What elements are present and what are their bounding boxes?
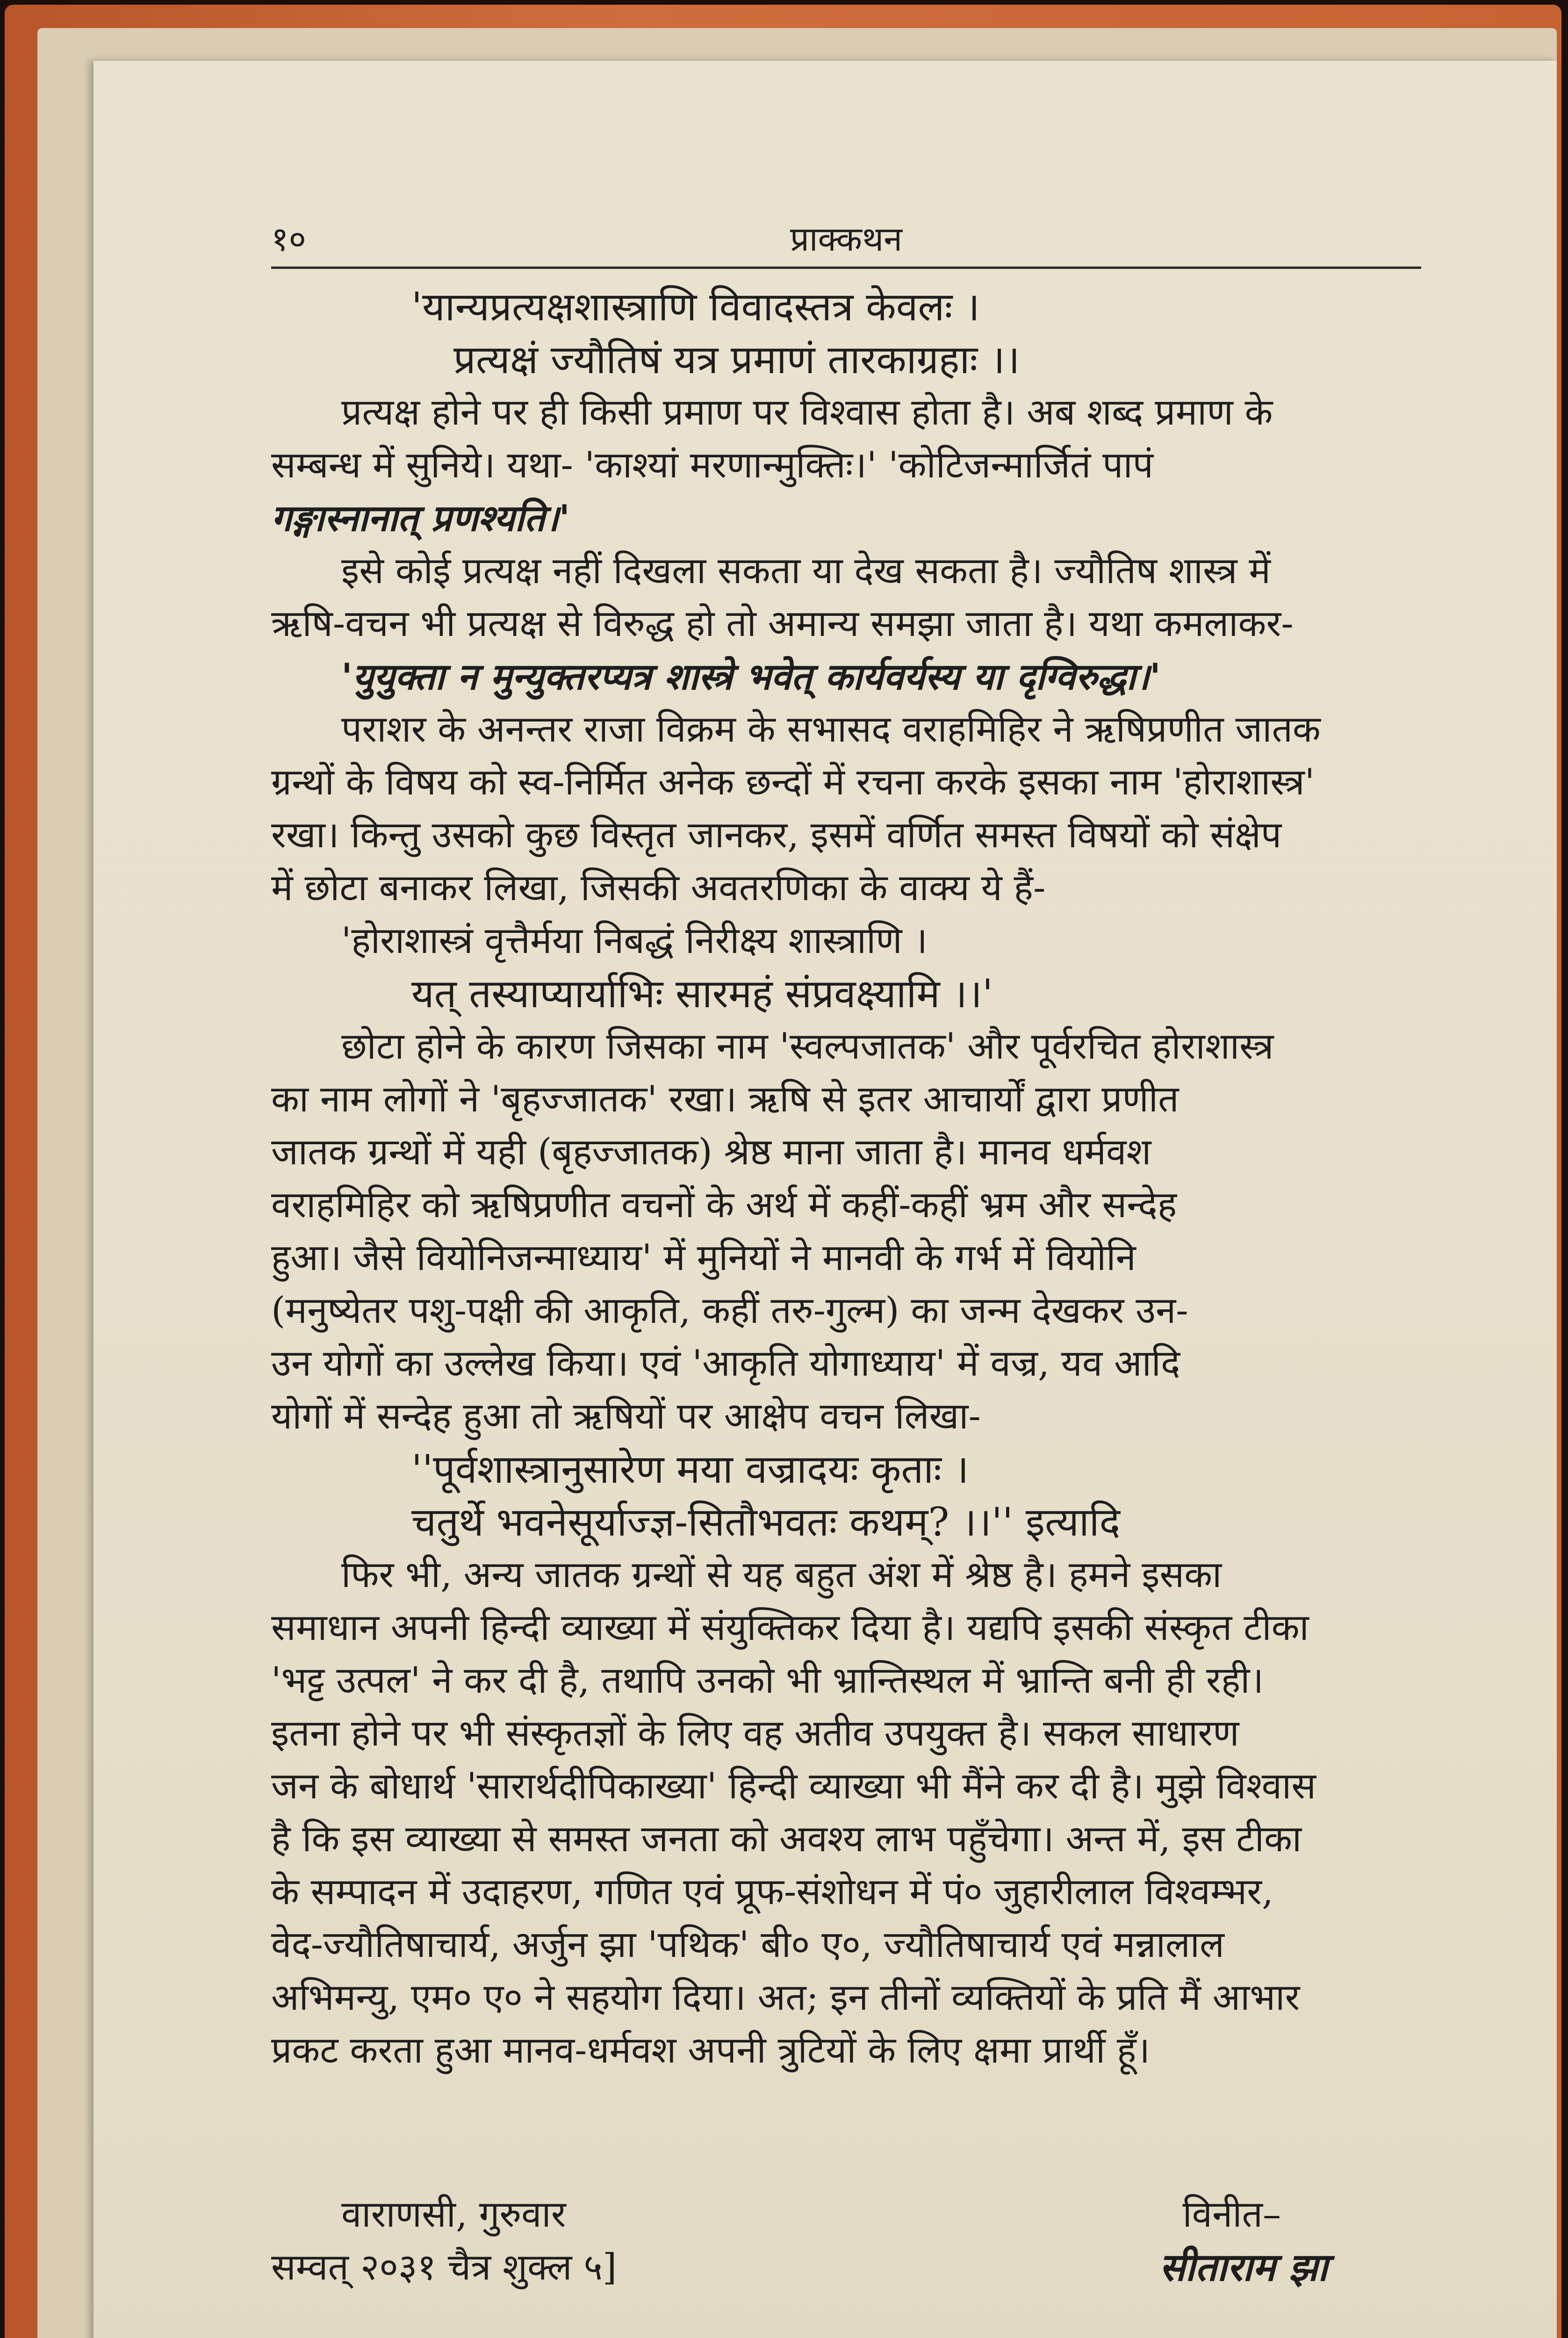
text-line: वेद-ज्यौतिषाचार्य, अर्जुन झा 'पथिक' बी० ए०, ज्यौतिषाचार्य एवं मन्नालाल — [271, 1924, 1224, 1966]
verse-line: चतुर्थे भवनेसूर्याज्ज्ञ-सितौभवतः कथम्? ।।'' इत्यादि — [411, 1499, 1121, 1545]
running-head-title: प्राक्कथन — [790, 219, 903, 259]
page-body — [271, 281, 1421, 2077]
signoff-closing: विनीत– — [1182, 2194, 1281, 2236]
text-line: (मनुष्येतर पशु-पक्षी की आकृति, कहीं तरु-गुल्म) का जन्म देखकर उन- — [271, 1290, 1188, 1332]
quote-line: गङ्गास्नानात् प्रणश्यति।' — [271, 497, 570, 540]
text-line: है कि इस व्याख्या से समस्त जनता को अवश्य लाभ पहुँचेगा। अन्त में, इस टीका — [271, 1818, 1302, 1860]
text-line: प्रकट करता हुआ मानव-धर्मवश अपनी त्रुटियों के लिए क्षमा प्रार्थी हूँ। — [271, 2029, 1150, 2071]
text-line: का नाम लोगों ने 'बृहज्जातक' रखा। ऋषि से इतर आचार्यों द्वारा प्रणीत — [271, 1078, 1179, 1120]
verse-line: यत् तस्याप्यार्याभिः सारमहं संप्रवक्ष्यामि ।।' — [411, 971, 993, 1017]
verse-line: प्रत्यक्षं ज्यौतिषं यत्र प्रमाणं तारकाग्रहाः ।। — [453, 337, 1020, 382]
text-line: जन के बोधार्थ 'सारार्थदीपिकाख्या' हिन्दी व्याख्या भी मैंने कर दी है। मुझे विश्वास — [271, 1765, 1316, 1807]
text-line: वराहमिहिर को ऋषिप्रणीत वचनों के अर्थ में कहीं-कहीं भ्रम और सन्देह — [271, 1184, 1177, 1226]
text-line: ऋषि-वचन भी प्रत्यक्ष से विरुद्ध हो तो अमान्य समझा जाता है। यथा कमलाकर- — [271, 603, 1294, 645]
text-line: प्रत्यक्ष होने पर ही किसी प्रमाण पर विश्वास होता है। अब शब्द प्रमाण के — [341, 391, 1273, 433]
text-line: के सम्पादन में उदाहरण, गणित एवं प्रूफ-संशोधन में पं० जुहारीलाल विश्वम्भर, — [271, 1871, 1273, 1913]
text-line: अभिमन्यु, एम० ए० ने सहयोग दिया। अत; इन तीनों व्यक्तियों के प्रति मैं आभार — [271, 1977, 1300, 2019]
text-line: जातक ग्रन्थों में यही (बृहज्जातक) श्रेष्ठ माना जाता है। मानव धर्मवश — [271, 1131, 1151, 1173]
text-line: छोटा होने के कारण जिसका नाम 'स्वल्पजातक' और पूर्वरचित होराशास्त्र — [341, 1025, 1274, 1068]
page-header — [271, 206, 1421, 269]
text-line: में छोटा बनाकर लिखा, जिसकी अवतरणिका के वाक्य ये हैं- — [271, 867, 1046, 909]
text-line: इसे कोई प्रत्यक्ष नहीं दिखला सकता या देख सकता है। ज्यौतिष शास्त्र में — [341, 550, 1271, 592]
text-line: पराशर के अनन्तर राजा विक्रम के सभासद वराहमिहिर ने ऋषिप्रणीत जातक — [341, 708, 1321, 750]
signoff-place: वाराणसी, गुरुवार — [341, 2194, 566, 2236]
page-number: १० — [271, 219, 306, 259]
verse-line: ''पूर्वशास्त्रानुसारेण मया वज्रादयः कृताः । — [411, 1446, 969, 1492]
text-line: उन योगों का उल्लेख किया। एवं 'आकृति योगाध्याय' में वज्र, यव आदि — [271, 1342, 1180, 1385]
verse-line: 'होराशास्त्रं वृत्तैर्मया निबद्धं निरीक्ष्य शास्त्राणि । — [341, 920, 928, 962]
text-line: फिर भी, अन्य जातक ग्रन्थों से यह बहुत अंश में श्रेष्ठ है। हमने इसका — [341, 1554, 1222, 1596]
verse-line: 'यान्यप्रत्यक्षशास्त्राणि विवादस्तत्र केवलः । — [411, 284, 980, 330]
text-line: योगों में सन्देह हुआ तो ऋषियों पर आक्षेप वचन लिखा- — [271, 1395, 981, 1437]
quote-line: 'युयुक्ता न मुन्युक्तरप्यत्र शास्त्रे भवेत् कार्यवर्यस्य या दृग्विरुद्धा।' — [341, 656, 1161, 698]
text-line: ग्रन्थों के विषय को स्व-निर्मित अनेक छन्दों में रचना करके इसका नाम 'होराशास्त्र' — [271, 761, 1315, 803]
text-line: रखा। किन्तु उसको कुछ विस्तृत जानकर, इसमें वर्णित समस्त विषयों को संक्षेप — [271, 814, 1282, 856]
text-line: समाधान अपनी हिन्दी व्याख्या में संयुक्तिकर दिया है। यद्यपि इसकी संस्कृत टीका — [271, 1607, 1309, 1649]
text-line: हुआ। जैसे वियोनिजन्माध्याय' में मुनियों ने मानवी के गर्भ में वियोनि — [271, 1237, 1136, 1279]
text-line: इतना होने पर भी संस्कृतज्ञों के लिए वह अतीव उपयुक्त है। सकल साधारण — [271, 1712, 1239, 1754]
text-line: सम्बन्ध में सुनिये। यथा- 'काश्यां मरणान्मुक्तिः।' 'कोटिजन्मार्जितं पापं — [271, 444, 1153, 486]
signoff-date: सम्वत् २०३१ चैत्र शुक्ल ५] — [271, 2246, 617, 2288]
signoff-author: सीताराम झा — [1159, 2245, 1328, 2290]
text-line: 'भट्ट उत्पल' ने कर दी है, तथापि उनको भी भ्रान्तिस्थल में भ्रान्ति बनी ही रही। — [271, 1660, 1264, 1702]
signoff — [271, 2188, 1421, 2296]
